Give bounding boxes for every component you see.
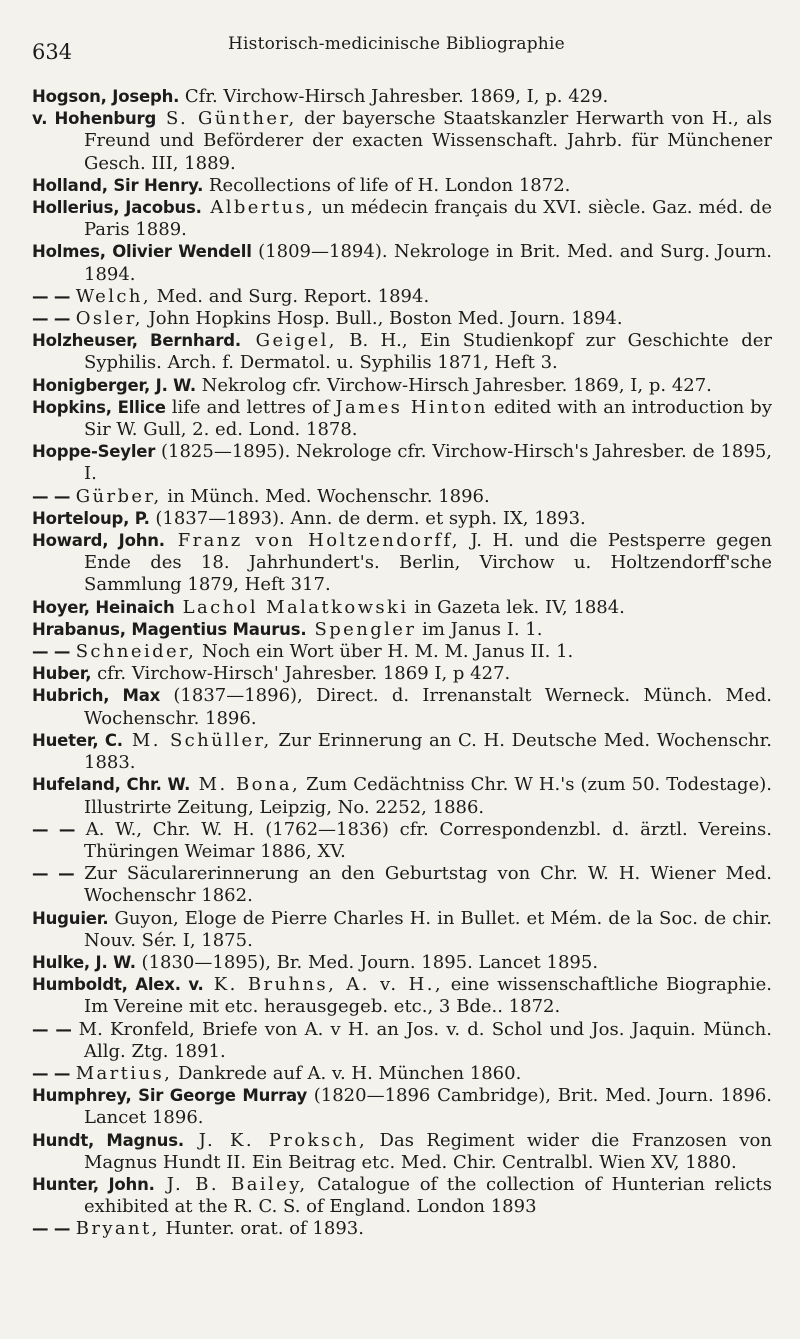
bibliography-entry [32,974,772,1018]
entry-text: Med. and Surg. Report. 1894. [150,285,430,307]
entry-subject-name: — — [32,864,85,884]
bibliography-entry [32,330,772,374]
entry-subject-name: Hopkins, Ellice [32,397,166,417]
bibliography-entry [32,375,772,397]
entry-text: life and lettres of [165,396,336,418]
bibliography-entry [32,1019,772,1063]
bibliography-entry [32,663,772,685]
bibliography-entry [32,730,772,774]
entry-subject-name: Hubrich, Max [32,686,161,706]
entry-text: M. Kronfeld, Briefe von A. v H. an Jos. v. d. Schol und Jos. Jaquin. Münch. Allg. Ztg. 1891. [78,1018,772,1062]
entry-text: J. H. und die Pestsperre gegen Ende des 18. Jahrhundert's. Berlin, Virchow u. Holtzendorff'sche Sammlung 1879, Heft 317. [84,530,772,596]
entry-text: (1825—1895). Nekrologe cfr. Virchow-Hirsch's Jahresber. de 1895, I. [84,441,772,485]
bibliography-list [32,86,772,1241]
entry-subject-name: Huguier. [32,908,109,928]
bibliography-entry [32,1218,772,1240]
entry-subject-name: — — [32,486,76,506]
entry-subject-name: Holzheuser, Bernhard. [32,331,241,351]
bibliography-entry [32,1130,772,1174]
bibliography-entry [32,175,772,197]
entry-author: Osler, [75,308,143,330]
entry-author: Albertus, [201,197,316,219]
bibliography-entry [32,286,772,308]
bibliography-entry [32,508,772,530]
bibliography-entry [32,530,772,597]
entry-subject-name: Humphrey, Sir George Murray [32,1086,307,1106]
bibliography-entry [32,819,772,863]
entry-subject-name: Holmes, Olivier Wendell [32,242,252,262]
bibliography-entry [32,241,772,285]
entry-text: (1830—1895), Br. Med. Journ. 1895. Lancet 1895. [135,951,599,973]
bibliography-entry [32,685,772,729]
entry-author: Welch, [75,285,151,307]
entry-text: Hunter. orat. of 1893. [159,1218,364,1240]
entry-subject-name: Hoyer, Heinaich [32,597,175,617]
entry-text: Zum Cedächtniss Chr. W H.'s (zum 50. Todestage). Illustrirte Zeitung, Leipzig, No. 2252, 1886. [84,774,772,818]
entry-text: edited with an introduction by Sir W. Gull, 2. ed. Lond. 1878. [84,396,772,441]
bibliography-entry [32,397,772,441]
bibliography-entry [32,441,772,485]
entry-text: in Gazeta lek. IV, 1884. [408,596,625,618]
bibliography-entry [32,908,772,952]
bibliography-entry [32,108,772,175]
entry-text: (1837—1896), Direct. d. Irrenanstalt Werneck. Münch. Med. Wochenschr. 1896. [84,685,773,729]
bibliography-entry [32,597,772,619]
entry-text: un médecin français du XVI. siècle. Gaz. méd. de Paris 1889. [84,197,772,241]
entry-author: S. Günther, [156,108,297,130]
entry-subject-name: — — [32,1063,76,1083]
entry-subject-name: Hogson, Joseph. [32,87,180,106]
entry-subject-name: Hulke, J. W. [32,952,136,972]
entry-text: Zur Erinnerung an C. H. Deutsche Med. Wochenschr. 1883. [84,729,772,774]
entry-text: der bayersche Staatskanzler Herwarth von H., als Freund und Beförderer der exacten Wissenschaft. Jahrb. für Münchener Gesch. III, 1889. [84,108,773,174]
entry-subject-name: — — [32,309,76,329]
entry-subject-name: v. Hohenburg [32,109,157,129]
page-header [32,30,772,70]
entry-text: John Hopkins Hosp. Bull., Boston Med. Journ. 1894. [142,308,623,330]
entry-text: Catalogue of the collection of Hunterian relicts exhibited at the R. C. S. of England. London 1893 [84,1173,772,1218]
bibliography-entry [32,952,772,974]
page-number: 634 [32,40,73,64]
entry-subject-name: Humboldt, Alex. v. [32,975,204,995]
entry-text: Recollections of life of H. London 1872. [203,174,571,196]
entry-subject-name: — — [32,1019,79,1039]
bibliography-entry [32,863,772,907]
entry-author: Martius, [75,1062,173,1084]
entry-subject-name: — — [32,286,76,306]
entry-author: James Hinton [335,396,488,418]
bibliography-entry [32,1085,772,1129]
entry-text: (1837—1893). Ann. de derm. et syph. IX, 1893. [149,507,586,529]
entry-text: Cfr. Virchow-Hirsch Jahresber. 1869, I, p. 429. [179,86,609,107]
entry-text: eine wissenschaftliche Biographie. Im Vereine mit etc. herausgegeb. etc., 3 Bde.. 1872. [84,974,772,1018]
entry-author: J. B. Bailey, [154,1173,308,1195]
entry-author: Spengler [306,618,417,640]
entry-text: cfr. Virchow-Hirsch' Jahresber. 1869 I, p 427. [91,663,511,685]
entry-subject-name: — — [32,642,76,662]
entry-subject-name: Holland, Sir Henry. [32,175,204,195]
entry-subject-name: Honigberger, J. W. [32,375,196,395]
bibliography-entry [32,197,772,241]
bibliography-entry [32,774,772,818]
entry-text: Dankrede auf A. v. H. München 1860. [172,1062,522,1084]
entry-text: Nekrolog cfr. Virchow-Hirsch Jahresber. 1869, I, p. 427. [195,374,712,396]
entry-subject-name: Hunter, John. [32,1174,155,1194]
entry-text: (1809—1894). Nekrologe in Brit. Med. and Surg. Journ. 1894. [84,241,772,285]
entry-subject-name: Hoppe-Seyler [32,442,156,462]
entry-subject-name: Horteloup, P. [32,508,150,528]
entry-text: Noch ein Wort über H. M. M. Janus II. 1. [196,641,574,663]
entry-subject-name: Hollerius, Jacobus. [32,198,202,218]
entry-subject-name: Howard, John. [32,531,165,551]
entry-text: B. H., Ein Studienkopf zur Geschichte der Syphilis. Arch. f. Dermatol. u. Syphilis 1871, Heft 3. [84,330,772,374]
entry-author: Lachol Malatkowski [174,596,409,618]
bibliography-entry [32,86,772,108]
entry-author: Bryant, [75,1218,160,1240]
entry-author: Geigel, [240,330,337,352]
entry-subject-name: — — [32,1219,76,1239]
running-title: Historisch-medicinische Bibliographie [228,34,565,54]
entry-text: (1820—1896 Cambridge), Brit. Med. Journ. 1896. Lancet 1896. [84,1085,772,1129]
entry-subject-name: Huber, [32,664,92,684]
entry-author: J. K. Proksch, [183,1129,368,1151]
entry-text: in Münch. Med. Wochenschr. 1896. [161,485,490,507]
entry-author: Franz von Holtzendorff, [164,530,460,552]
bibliography-entry [32,486,772,508]
bibliography-entry [32,308,772,330]
entry-text: Das Regiment wider die Franzosen von Magnus Hundt II. Ein Beitrag etc. Med. Chir. Centralbl. Wien XV, 1880. [84,1129,772,1173]
entry-subject-name: — — [32,819,86,839]
entry-subject-name: Hrabanus, Magentius Maurus. [32,619,307,639]
entry-author: M. Bona, [190,774,301,796]
entry-author: Gürber, [75,485,162,507]
bibliography-entry [32,1174,772,1218]
entry-author: K. Bruhns, A. v. H., [203,974,443,996]
entry-author: M. Schüller, [122,729,272,751]
entry-text: Zur Säcularerinnerung an den Geburtstag von Chr. W. H. Wiener Med. Wochenschr 1862. [84,863,772,907]
bibliography-entry [32,1063,772,1085]
bibliography-entry [32,641,772,663]
bibliography-entry [32,619,772,641]
entry-subject-name: Hufeland, Chr. W. [32,775,191,795]
entry-subject-name: Hueter, C. [32,730,123,750]
entry-subject-name: Hundt, Magnus. [32,1130,184,1150]
entry-text: Guyon, Eloge de Pierre Charles H. in Bullet. et Mém. de la Soc. de chir. Nouv. Sér. I, 1875. [84,907,772,951]
entry-text: im Janus I. 1. [416,618,543,640]
entry-text: A. W., Chr. W. H. (1762—1836) cfr. Correspondenzbl. d. ärztl. Vereins. Thüringen Weimar 1886, XV. [84,818,772,862]
entry-author: Schneider, [75,641,197,663]
